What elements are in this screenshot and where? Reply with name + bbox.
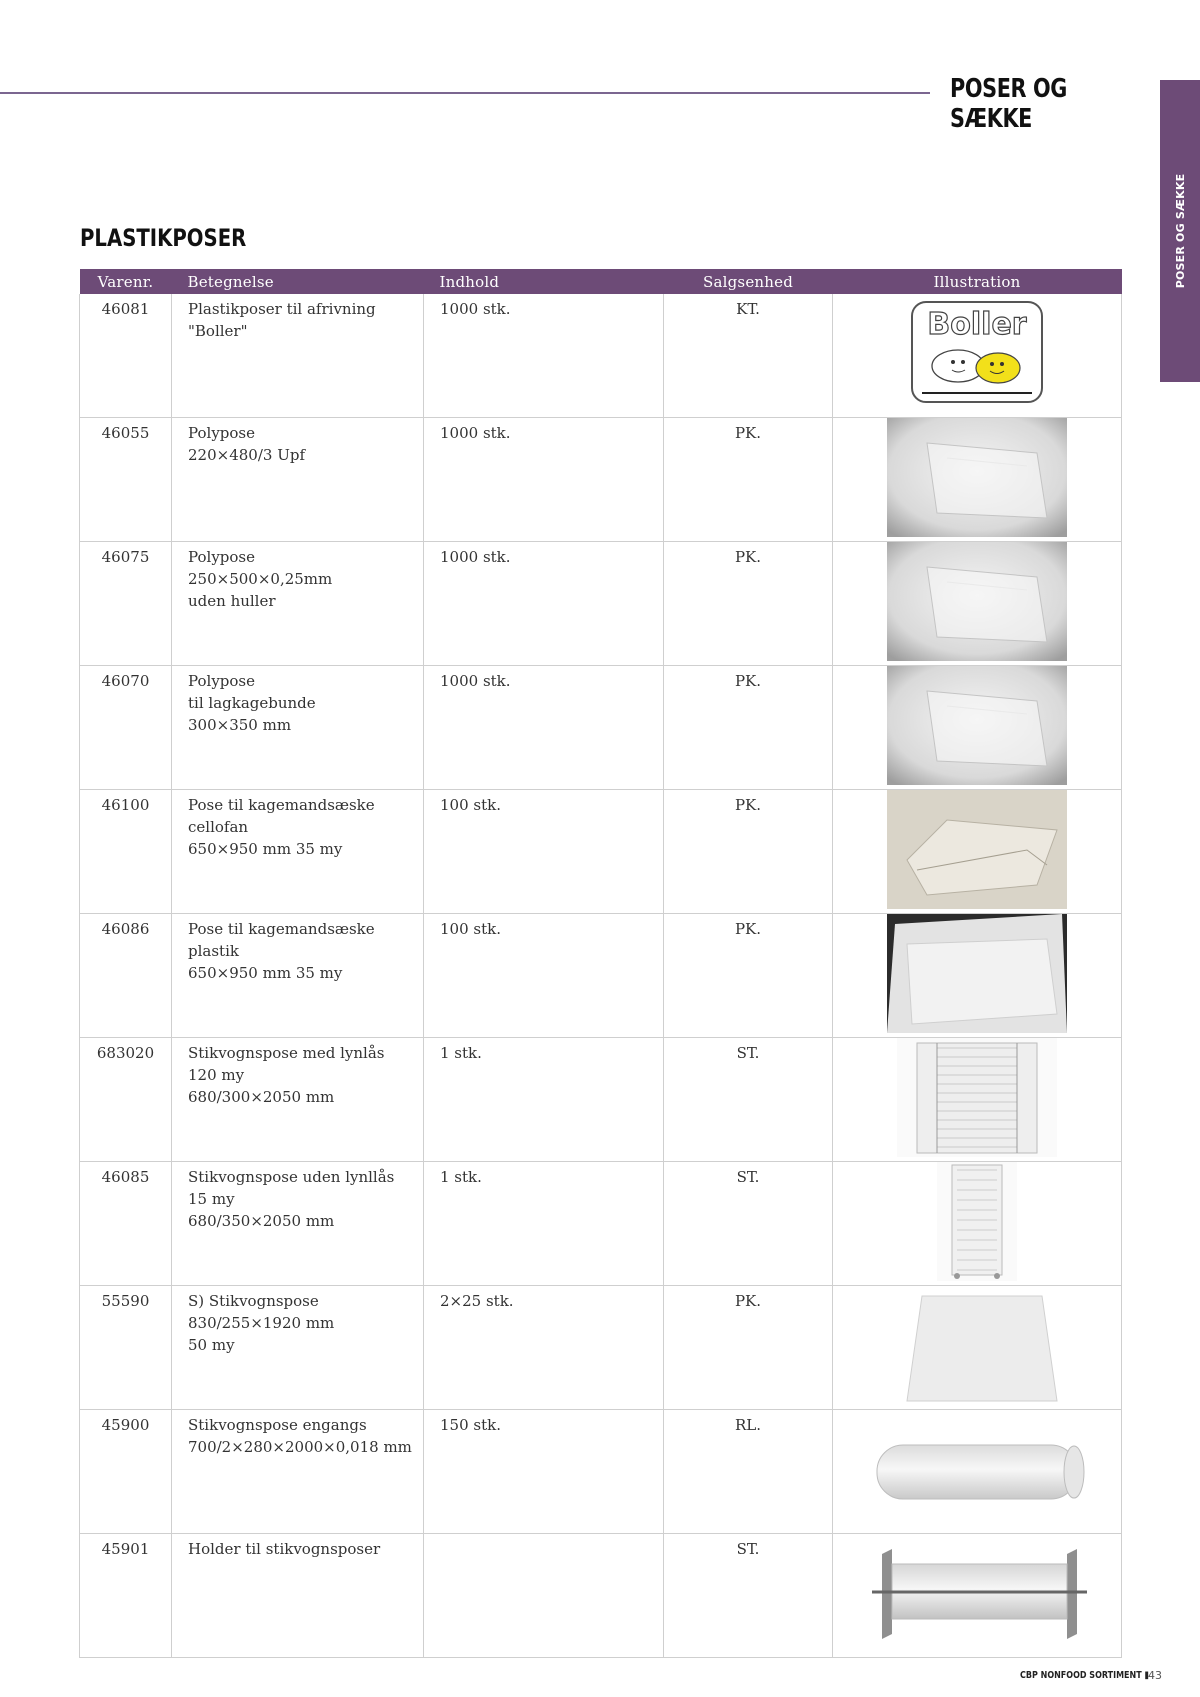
cell-illustration (833, 666, 1122, 790)
cell-varenr: 46086 (80, 914, 172, 1038)
table-row (80, 1162, 1122, 1286)
side-tab (1160, 80, 1200, 382)
rack-cover-zip-photo (897, 1038, 1057, 1157)
cell-illustration (833, 1286, 1122, 1410)
cell-indhold: 1 stk. (424, 1162, 664, 1286)
footer-label: CBP NONFOOD SORTIMENT ▮ (1020, 1670, 1149, 1681)
flat-bag-photo (887, 666, 1067, 785)
cell-illustration (833, 790, 1122, 914)
cell-varenr: 46085 (80, 1162, 172, 1286)
header-rule (0, 92, 930, 94)
table-row (80, 294, 1122, 418)
cell-salgsenhed: PK. (664, 542, 833, 666)
cell-betegnelse (172, 790, 424, 914)
cell-betegnelse (172, 542, 424, 666)
betegnelse-line: 650×950 mm 35 my (188, 964, 343, 982)
footer-label-text: CBP NONFOOD SORTIMENT (1020, 1670, 1142, 1681)
table-row (80, 790, 1122, 914)
table-body (80, 294, 1122, 1658)
cell-varenr: 55590 (80, 1286, 172, 1410)
cell-betegnelse (172, 294, 424, 418)
cell-indhold: 1000 stk. (424, 294, 664, 418)
cell-indhold (424, 1534, 664, 1658)
betegnelse-line: 680/350×2050 mm (188, 1212, 335, 1230)
cell-betegnelse (172, 914, 424, 1038)
cell-varenr: 46100 (80, 790, 172, 914)
column-header-illustration: Illustration (833, 269, 1122, 294)
cell-illustration (833, 294, 1122, 418)
section-title: PLASTIKPOSER (80, 224, 247, 252)
cell-betegnelse (172, 1038, 424, 1162)
betegnelse-line: Stikvognspose uden lynllås (188, 1168, 395, 1186)
cell-betegnelse (172, 1286, 424, 1410)
cell-betegnelse (172, 1162, 424, 1286)
betegnelse-line: 700/2×280×2000×0,018 mm (188, 1438, 412, 1456)
betegnelse-line: Stikvognspose engangs (188, 1416, 367, 1434)
cell-betegnelse (172, 666, 424, 790)
cell-indhold: 150 stk. (424, 1410, 664, 1534)
side-tab-label: POSER OG SÆKKE (1173, 173, 1187, 289)
cell-salgsenhed: ST. (664, 1038, 833, 1162)
film-roll-photo (852, 1410, 1102, 1529)
cell-indhold: 1000 stk. (424, 666, 664, 790)
betegnelse-line: Polypose (188, 672, 255, 690)
cell-betegnelse (172, 418, 424, 542)
table-row (80, 1038, 1122, 1162)
table-row (80, 542, 1122, 666)
betegnelse-line: 50 my (188, 1336, 235, 1354)
table-row (80, 666, 1122, 790)
betegnelse-line: Polypose (188, 548, 255, 566)
cell-illustration (833, 914, 1122, 1038)
column-header-indhold: Indhold (424, 269, 664, 294)
page-header-title: POSER OG SÆKKE (950, 74, 1067, 134)
cell-indhold: 1000 stk. (424, 542, 664, 666)
betegnelse-line: S) Stikvognspose (188, 1292, 319, 1310)
cellophane-tray-photo (887, 790, 1067, 909)
betegnelse-line: Pose til kagemandsæske plastik (188, 920, 375, 960)
page-number: 43 (1148, 1669, 1162, 1682)
cell-salgsenhed: ST. (664, 1162, 833, 1286)
column-header-betegnelse: Betegnelse (172, 269, 424, 294)
cell-indhold: 100 stk. (424, 790, 664, 914)
betegnelse-line: 650×950 mm 35 my (188, 840, 343, 858)
cell-betegnelse (172, 1534, 424, 1658)
cell-salgsenhed: ST. (664, 1534, 833, 1658)
cell-illustration (833, 542, 1122, 666)
cell-varenr: 46055 (80, 418, 172, 542)
cell-varenr: 46070 (80, 666, 172, 790)
cell-illustration (833, 1534, 1122, 1658)
table-header-row (80, 269, 1122, 294)
betegnelse-line: 680/300×2050 mm (188, 1088, 335, 1106)
cell-salgsenhed: PK. (664, 914, 833, 1038)
betegnelse-line: til lagkagebunde (188, 694, 316, 712)
cell-varenr: 683020 (80, 1038, 172, 1162)
table-row (80, 914, 1122, 1038)
cell-illustration (833, 1162, 1122, 1286)
cell-salgsenhed: KT. (664, 294, 833, 418)
boller-label (910, 300, 1044, 408)
cell-salgsenhed: PK. (664, 418, 833, 542)
betegnelse-line: 250×500×0,25mm (188, 570, 333, 588)
cell-indhold: 1 stk. (424, 1038, 664, 1162)
cell-salgsenhed: PK. (664, 790, 833, 914)
table-row (80, 1410, 1122, 1534)
cell-salgsenhed: PK. (664, 1286, 833, 1410)
rack-cover-photo (937, 1162, 1017, 1281)
cell-salgsenhed: RL. (664, 1410, 833, 1534)
betegnelse-line: 830/255×1920 mm (188, 1314, 335, 1332)
cell-varenr: 45900 (80, 1410, 172, 1534)
betegnelse-line: "Boller" (188, 322, 248, 340)
betegnelse-line: 120 my (188, 1066, 245, 1084)
product-table (79, 269, 1122, 1658)
column-header-salgsenhed: Salgsenhed (664, 269, 833, 294)
cell-varenr: 46081 (80, 294, 172, 418)
betegnelse-line: Pose til kagemandsæske (188, 796, 375, 814)
table-row (80, 1286, 1122, 1410)
plastic-sheet-photo (887, 914, 1067, 1033)
cell-varenr: 46075 (80, 542, 172, 666)
flat-bag-photo (887, 542, 1067, 661)
cell-salgsenhed: PK. (664, 666, 833, 790)
betegnelse-line: 300×350 mm (188, 716, 292, 734)
flat-bag-photo (887, 418, 1067, 537)
betegnelse-line: Holder til stikvognsposer (188, 1540, 381, 1558)
roll-holder-photo (852, 1534, 1102, 1653)
cell-illustration (833, 1038, 1122, 1162)
betegnelse-line: Stikvognspose med lynlås (188, 1044, 385, 1062)
cell-indhold: 2×25 stk. (424, 1286, 664, 1410)
betegnelse-line: Plastikposer til afrivning (188, 300, 376, 318)
cell-indhold: 100 stk. (424, 914, 664, 1038)
table-row (80, 1534, 1122, 1658)
cell-indhold: 1000 stk. (424, 418, 664, 542)
white-bag-photo (892, 1286, 1062, 1405)
cell-varenr: 45901 (80, 1534, 172, 1658)
boller-logo-text: Boller (927, 307, 1027, 342)
betegnelse-line: 220×480/3 Upf (188, 446, 305, 464)
betegnelse-line: 15 my (188, 1190, 235, 1208)
column-header-varenr: Varenr. (80, 269, 172, 294)
betegnelse-line: uden huller (188, 592, 276, 610)
betegnelse-line: cellofan (188, 818, 249, 836)
cell-betegnelse (172, 1410, 424, 1534)
table-row (80, 418, 1122, 542)
cell-illustration (833, 1410, 1122, 1534)
betegnelse-line: Polypose (188, 424, 255, 442)
cell-illustration (833, 418, 1122, 542)
